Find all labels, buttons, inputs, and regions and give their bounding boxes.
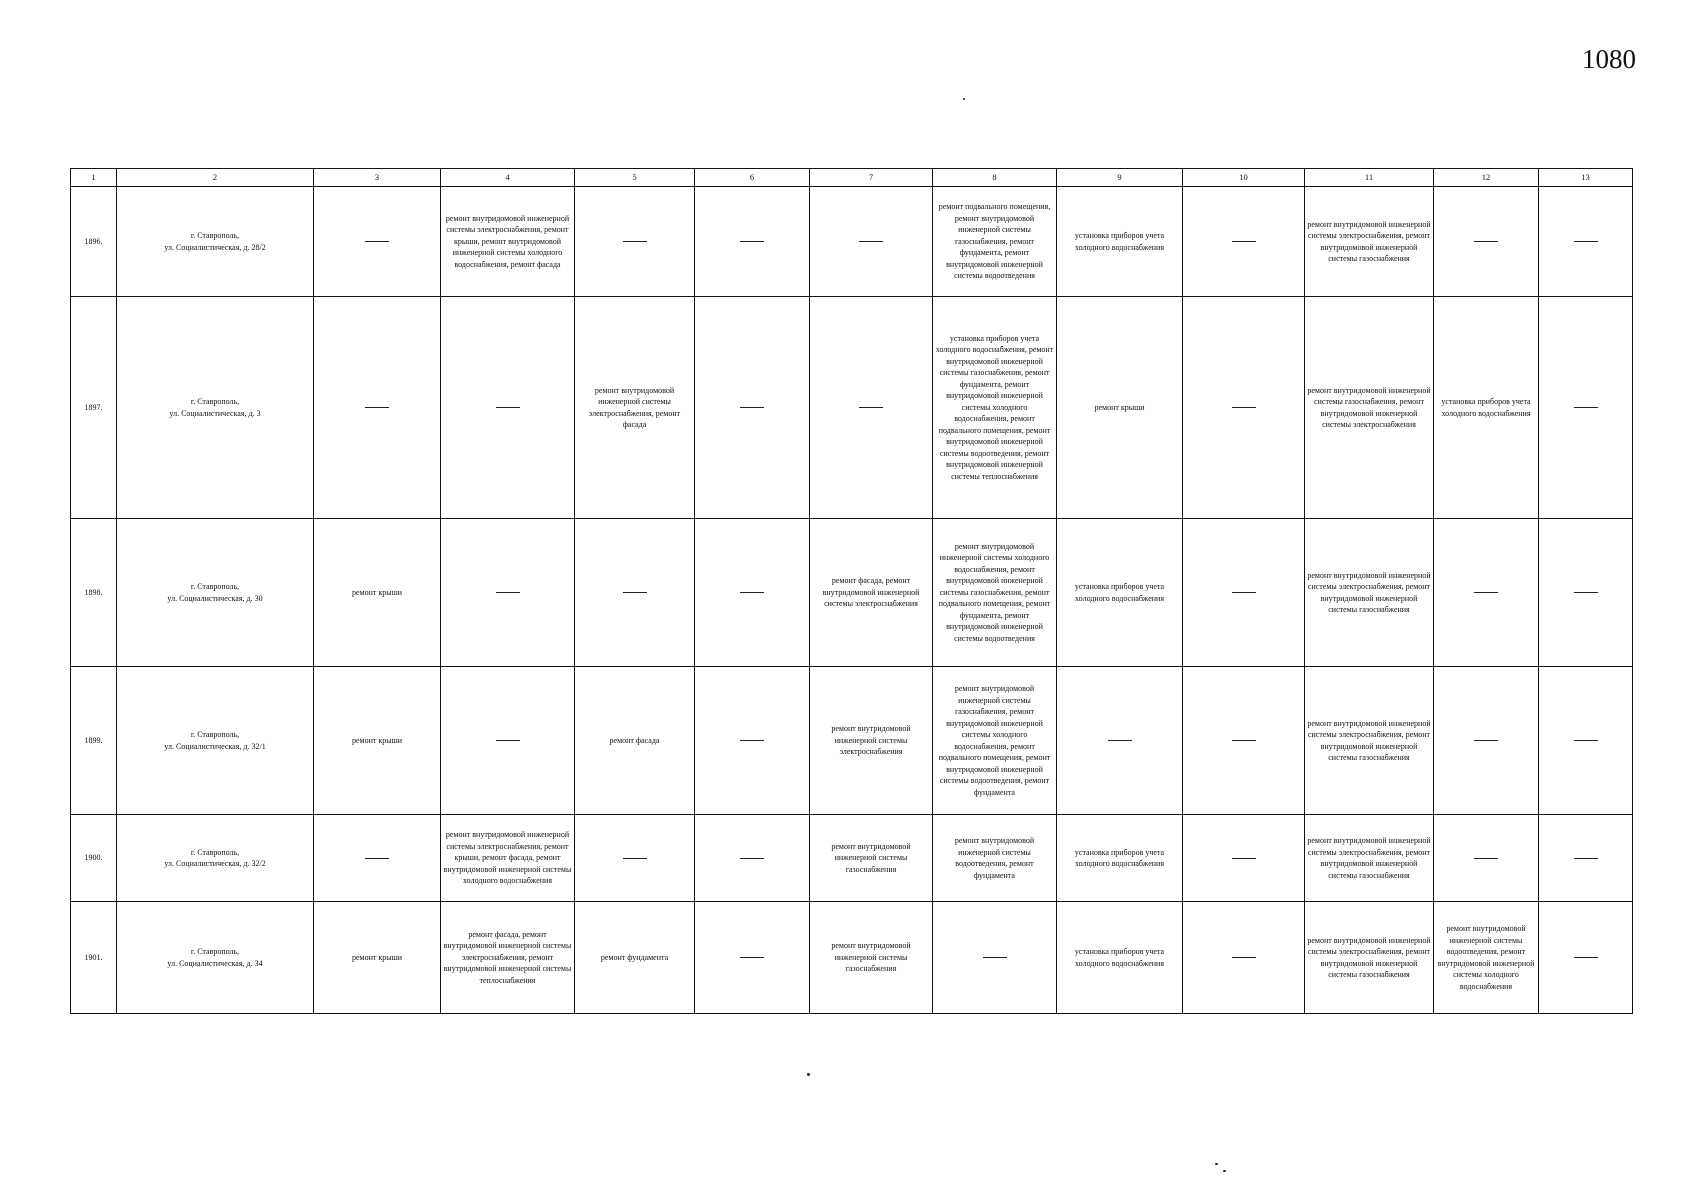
- dash-mark: [1474, 740, 1498, 741]
- row-number: 1899.: [71, 667, 117, 815]
- row-number: 1896.: [71, 187, 117, 297]
- empty-cell: [1539, 187, 1633, 297]
- empty-cell: [933, 902, 1057, 1014]
- work-cell: ремонт внутридомовой инженерной системы электроснабжения, ремонт крыши, ремонт фасада, ремонт внутридомовой инженерной системы холодного водоснабжения: [441, 815, 575, 902]
- empty-cell: [441, 667, 575, 815]
- empty-cell: [1183, 519, 1305, 667]
- dash-mark: [1232, 858, 1256, 859]
- work-cell: ремонт внутридомовой инженерной системы электроснабжения, ремонт внутридомовой инженерной системы газоснабжения: [1305, 187, 1434, 297]
- table-row: [71, 187, 1633, 297]
- address-street: ул. Социалистическая, д. 32/1: [164, 741, 266, 751]
- dash-mark: [859, 241, 883, 242]
- work-cell: ремонт внутридомовой инженерной системы водоотведения, ремонт внутридомовой инженерной системы холодного водоснабжения: [1434, 902, 1539, 1014]
- dash-mark: [1574, 241, 1598, 242]
- address-street: ул. Социалистическая, д. 30: [167, 593, 263, 603]
- table-row: [71, 815, 1633, 902]
- work-cell: установка приборов учета холодного водоснабжения: [1057, 519, 1183, 667]
- dash-mark: [623, 241, 647, 242]
- table-row: [71, 519, 1633, 667]
- work-cell: ремонт внутридомовой инженерной системы электроснабжения, ремонт внутридомовой инженерной системы газоснабжения: [1305, 667, 1434, 815]
- address-cell: [117, 519, 314, 667]
- work-cell: установка приборов учета холодного водоснабжения: [1434, 297, 1539, 519]
- work-cell: ремонт фасада, ремонт внутридомовой инженерной системы электроснабжения: [810, 519, 933, 667]
- empty-cell: [1183, 297, 1305, 519]
- dash-mark: [1474, 241, 1498, 242]
- column-header: 8: [933, 169, 1057, 187]
- empty-cell: [1539, 815, 1633, 902]
- column-header: 3: [314, 169, 441, 187]
- dash-mark: [1574, 858, 1598, 859]
- dash-mark: [1574, 957, 1598, 958]
- dash-mark: [1574, 740, 1598, 741]
- dash-mark: [496, 740, 520, 741]
- empty-cell: [575, 519, 695, 667]
- column-header: 7: [810, 169, 933, 187]
- empty-cell: [575, 187, 695, 297]
- work-cell: ремонт внутридомовой инженерной системы электроснабжения: [810, 667, 933, 815]
- scan-speck: [963, 98, 965, 100]
- dash-mark: [1474, 592, 1498, 593]
- column-header: 6: [695, 169, 810, 187]
- table-row: [71, 297, 1633, 519]
- address-city: г. Ставрополь,: [190, 847, 240, 857]
- work-cell: ремонт внутридомовой инженерной системы электроснабжения, ремонт внутридомовой инженерной системы газоснабжения: [1305, 815, 1434, 902]
- empty-cell: [1539, 519, 1633, 667]
- work-cell: установка приборов учета холодного водоснабжения: [1057, 902, 1183, 1014]
- dash-mark: [1232, 957, 1256, 958]
- empty-cell: [314, 815, 441, 902]
- dash-mark: [1574, 592, 1598, 593]
- empty-cell: [1539, 902, 1633, 1014]
- column-number-row: [71, 169, 1633, 187]
- dash-mark: [1574, 407, 1598, 408]
- dash-mark: [496, 407, 520, 408]
- work-cell: установка приборов учета холодного водоснабжения, ремонт внутридомовой инженерной системы газоснабжения, ремонт фундамента, ремонт внутридомовой инженерной системы холодного водоснабжения, ремонт подвального помещения, ремонт внутридомовой инженерной системы водоотведения, ремонт внутридомовой инженерной системы теплоснабжения: [933, 297, 1057, 519]
- empty-cell: [695, 815, 810, 902]
- work-cell: ремонт внутридомовой инженерной системы газоснабжения, ремонт внутридомовой инженерной системы холодного водоснабжения, ремонт подвального помещения, ремонт внутридомовой инженерной системы водоотведения, ремонт фундамента: [933, 667, 1057, 815]
- empty-cell: [1183, 667, 1305, 815]
- work-cell: ремонт фасада, ремонт внутридомовой инженерной системы электроснабжения, ремонт внутридомовой инженерной системы теплоснабжения: [441, 902, 575, 1014]
- column-header: 4: [441, 169, 575, 187]
- empty-cell: [1434, 667, 1539, 815]
- empty-cell: [314, 187, 441, 297]
- work-cell: ремонт внутридомовой инженерной системы водоотведения, ремонт фундамента: [933, 815, 1057, 902]
- column-header: 9: [1057, 169, 1183, 187]
- dash-mark: [1232, 407, 1256, 408]
- address-street: ул. Социалистическая, д. 28/2: [164, 242, 266, 252]
- dash-mark: [740, 858, 764, 859]
- work-cell: ремонт внутридомовой инженерной системы электроснабжения, ремонт внутридомовой инженерной системы газоснабжения: [1305, 902, 1434, 1014]
- empty-cell: [810, 297, 933, 519]
- column-header: 5: [575, 169, 695, 187]
- scan-speck: [1215, 1163, 1218, 1165]
- empty-cell: [575, 815, 695, 902]
- empty-cell: [1434, 815, 1539, 902]
- work-cell: ремонт внутридомовой инженерной системы газоснабжения: [810, 815, 933, 902]
- address-street: ул. Социалистическая, д. 32/2: [164, 859, 266, 868]
- dash-mark: [1474, 858, 1498, 859]
- dash-mark: [365, 241, 389, 242]
- address-street: ул. Социалистическая, д. 3: [169, 408, 261, 418]
- dash-mark: [740, 740, 764, 741]
- dash-mark: [623, 592, 647, 593]
- work-cell: установка приборов учета холодного водоснабжения: [1057, 187, 1183, 297]
- scan-speck: [807, 1073, 810, 1076]
- dash-mark: [365, 407, 389, 408]
- column-header: 1: [71, 169, 117, 187]
- empty-cell: [695, 187, 810, 297]
- work-cell: ремонт фасада: [575, 667, 695, 815]
- empty-cell: [1183, 187, 1305, 297]
- column-header: 11: [1305, 169, 1434, 187]
- work-cell: ремонт подвального помещения, ремонт внутридомовой инженерной системы газоснабжения, ремонт фундамента, ремонт внутридомовой инженерной системы водоотведения: [933, 187, 1057, 297]
- dash-mark: [496, 592, 520, 593]
- table-row: [71, 667, 1633, 815]
- address-city: г. Ставрополь,: [190, 947, 240, 956]
- column-header: 12: [1434, 169, 1539, 187]
- row-number: 1900.: [71, 815, 117, 902]
- empty-cell: [1057, 667, 1183, 815]
- dash-mark: [623, 858, 647, 859]
- empty-cell: [1183, 902, 1305, 1014]
- work-cell: ремонт крыши: [1057, 297, 1183, 519]
- dash-mark: [740, 407, 764, 408]
- work-cell: ремонт крыши: [314, 667, 441, 815]
- empty-cell: [1539, 667, 1633, 815]
- address-street: ул. Социалистическая, д. 34: [167, 958, 263, 968]
- empty-cell: [441, 297, 575, 519]
- address-cell: [117, 297, 314, 519]
- row-number: 1901.: [71, 902, 117, 1014]
- empty-cell: [1539, 297, 1633, 519]
- address-cell: [117, 902, 314, 1014]
- empty-cell: [695, 297, 810, 519]
- address-cell: [117, 815, 314, 902]
- work-cell: ремонт внутридомовой инженерной системы холодного водоснабжения, ремонт внутридомовой инженерной системы газоснабжения, ремонт подвального помещения, ремонт фундамента, ремонт внутридомовой инженерной системы водоотведения: [933, 519, 1057, 667]
- address-cell: [117, 667, 314, 815]
- empty-cell: [1434, 187, 1539, 297]
- address-city: г. Ставрополь,: [190, 231, 240, 240]
- dash-mark: [1232, 740, 1256, 741]
- dash-mark: [740, 957, 764, 958]
- dash-mark: [1108, 740, 1132, 741]
- empty-cell: [1434, 519, 1539, 667]
- empty-cell: [810, 187, 933, 297]
- table-row: [71, 902, 1633, 1014]
- empty-cell: [441, 519, 575, 667]
- work-cell: ремонт внутридомовой инженерной системы электроснабжения, ремонт внутридомовой инженерной системы газоснабжения: [1305, 519, 1434, 667]
- dash-mark: [983, 957, 1007, 958]
- page-number: 1080: [1582, 44, 1636, 74]
- dash-mark: [1232, 241, 1256, 242]
- column-header: 10: [1183, 169, 1305, 187]
- work-cell: ремонт внутридомовой инженерной системы газоснабжения: [810, 902, 933, 1014]
- address-cell: [117, 187, 314, 297]
- column-header: 13: [1539, 169, 1633, 187]
- work-cell: ремонт внутридомовой инженерной системы газоснабжения, ремонт внутридомовой инженерной системы электроснабжения: [1305, 297, 1434, 519]
- row-number: 1898.: [71, 519, 117, 667]
- empty-cell: [695, 519, 810, 667]
- repair-register-table: [70, 168, 1633, 1014]
- address-city: г. Ставрополь,: [190, 730, 240, 739]
- column-header: 2: [117, 169, 314, 187]
- work-cell: ремонт крыши: [314, 902, 441, 1014]
- work-cell: ремонт внутридомовой инженерной системы электроснабжения, ремонт крыши, ремонт внутридомовой инженерной системы холодного водоснабжения, ремонт фасада: [441, 187, 575, 297]
- empty-cell: [314, 297, 441, 519]
- work-cell: ремонт внутридомовой инженерной системы электроснабжения, ремонт фасада: [575, 297, 695, 519]
- empty-cell: [695, 667, 810, 815]
- dash-mark: [740, 241, 764, 242]
- dash-mark: [740, 592, 764, 593]
- dash-mark: [859, 407, 883, 408]
- work-cell: установка приборов учета холодного водоснабжения: [1057, 815, 1183, 902]
- address-city: г. Ставрополь,: [190, 397, 240, 406]
- work-cell: ремонт фундамента: [575, 902, 695, 1014]
- row-number: 1897.: [71, 297, 117, 519]
- scan-speck: [1223, 1170, 1226, 1172]
- dash-mark: [365, 858, 389, 859]
- empty-cell: [695, 902, 810, 1014]
- empty-cell: [1183, 815, 1305, 902]
- dash-mark: [1232, 592, 1256, 593]
- work-cell: ремонт крыши: [314, 519, 441, 667]
- address-city: г. Ставрополь,: [190, 582, 240, 591]
